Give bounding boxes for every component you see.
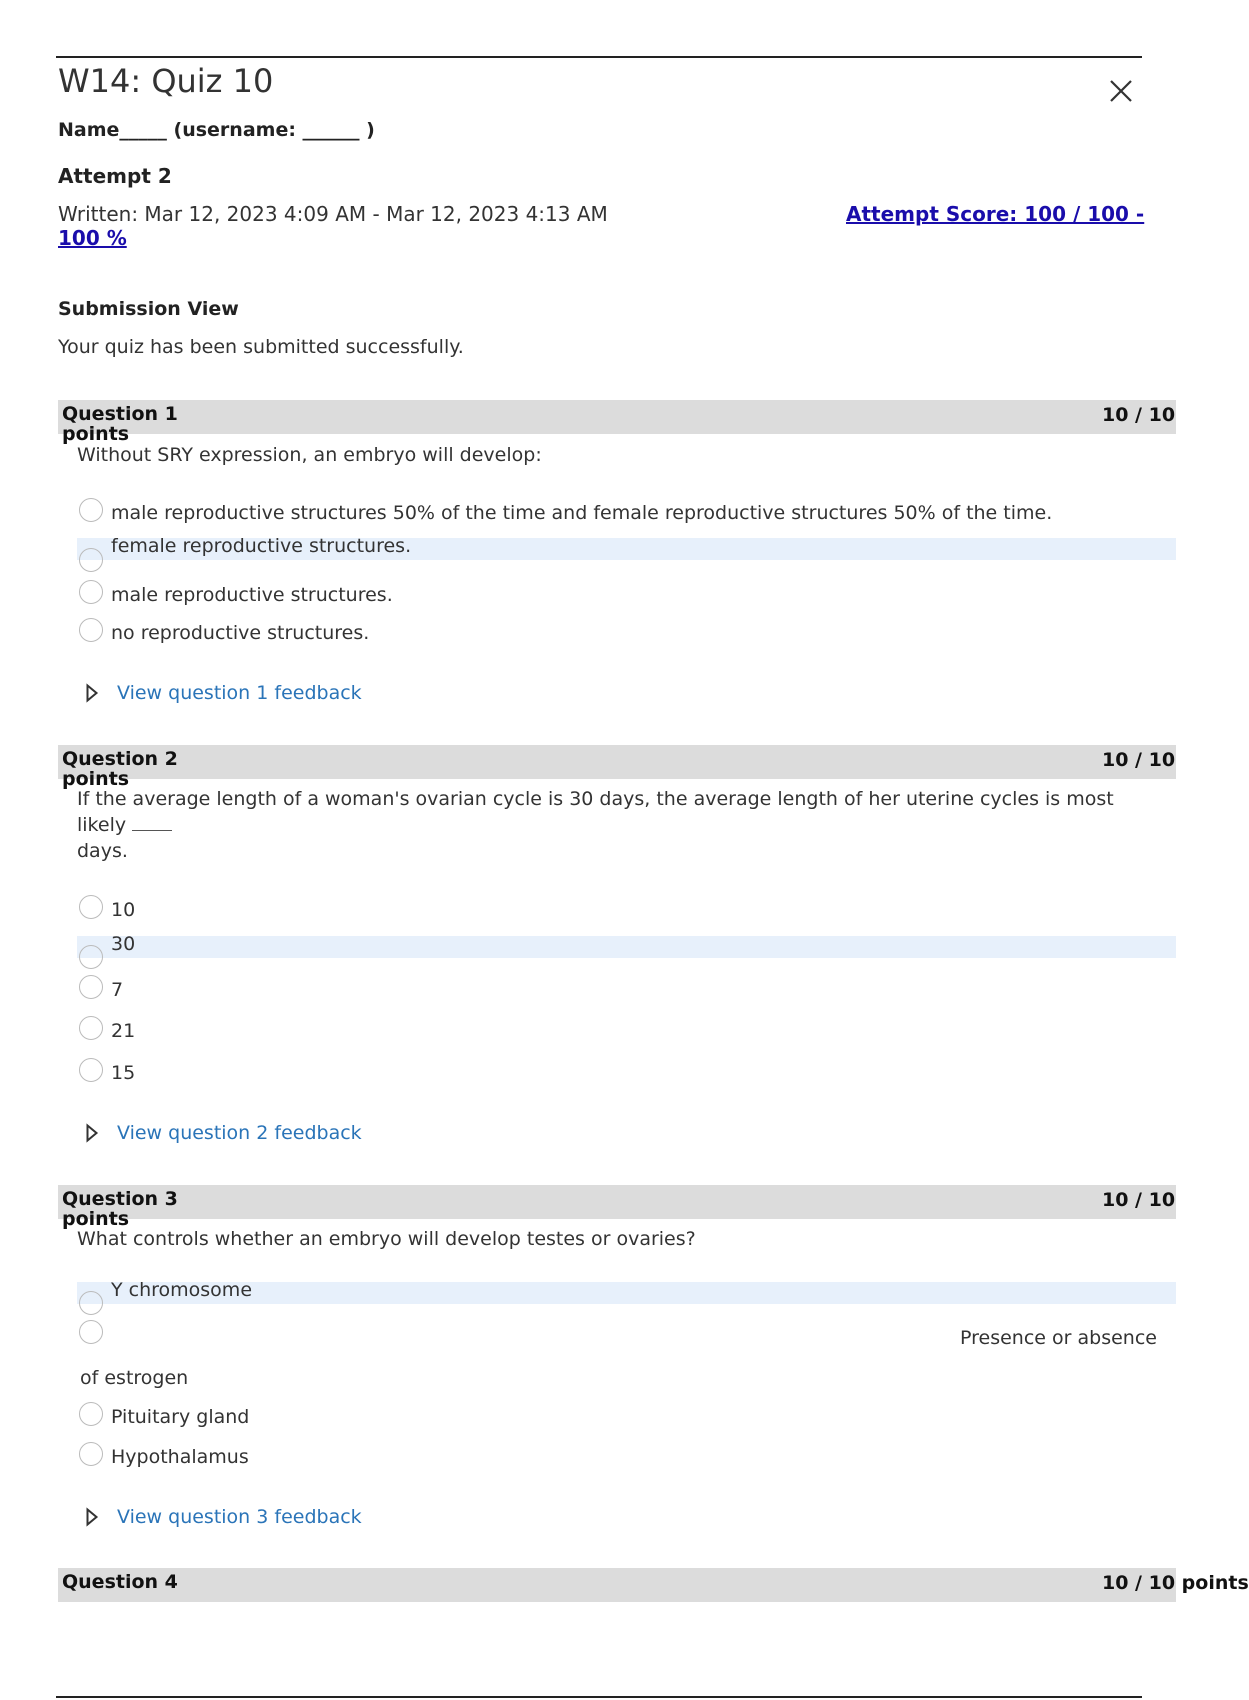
quiz-title: W14: Quiz 10 xyxy=(58,62,274,100)
radio-button[interactable] xyxy=(79,975,103,999)
question-4-score: 10 / 10 points xyxy=(1102,1572,1249,1594)
question-2-selected-option[interactable] xyxy=(77,936,1176,958)
radio-button[interactable] xyxy=(79,498,103,522)
question-3-option-2-label-cont: of estrogen xyxy=(80,1367,189,1389)
question-3-label: Question 3 xyxy=(62,1188,178,1210)
radio-button[interactable] xyxy=(79,580,103,604)
radio-button-selected[interactable] xyxy=(79,560,103,572)
question-2-text: If the average length of a woman's ovarian cycle is 30 days, the average length of her uterine cycles is most likely days. xyxy=(77,788,1114,862)
expand-triangle-icon xyxy=(86,1124,98,1142)
submission-view-heading: Submission View xyxy=(58,298,239,320)
close-icon[interactable] xyxy=(1108,78,1134,104)
fill-in-blank xyxy=(132,812,172,831)
radio-button[interactable] xyxy=(79,618,103,642)
radio-button[interactable] xyxy=(79,1320,103,1344)
attempt-label: Attempt 2 xyxy=(58,164,172,188)
radio-button[interactable] xyxy=(79,1442,103,1466)
question-3-text: What controls whether an embryo will develop testes or ovaries? xyxy=(77,1228,696,1250)
radio-button[interactable] xyxy=(79,1058,103,1082)
question-3-score: 10 / 10 xyxy=(1102,1189,1176,1211)
name-username-line: Name_____ (username: ______ ) xyxy=(58,119,375,141)
question-2-score: 10 / 10 xyxy=(1102,749,1176,771)
radio-button-selected[interactable] xyxy=(79,1303,103,1315)
question-3-points-word: points xyxy=(62,1208,130,1230)
question-3-option-2-label: Presence or absence xyxy=(960,1327,1157,1349)
attempt-score-link[interactable]: Attempt Score: 100 / 100 - xyxy=(846,202,1145,226)
attempt-score-link-percent[interactable]: 100 % xyxy=(58,226,127,250)
question-2-label: Question 2 xyxy=(62,748,178,770)
question-4-header xyxy=(58,1568,1249,1602)
radio-button[interactable] xyxy=(79,895,103,919)
expand-triangle-icon xyxy=(86,1508,98,1526)
question-1-label: Question 1 xyxy=(62,403,178,425)
question-4-label: Question 4 xyxy=(62,1571,178,1593)
bottom-divider xyxy=(56,1696,1142,1698)
question-2-header xyxy=(58,745,1176,790)
expand-triangle-icon xyxy=(86,684,98,702)
written-timestamp: Written: Mar 12, 2023 4:09 AM - Mar 12, 2023 4:13 AM xyxy=(58,202,608,226)
radio-button-selected[interactable] xyxy=(79,957,103,969)
question-1-option-2-label: female reproductive structures. xyxy=(111,535,412,557)
question-1-text: Without SRY expression, an embryo will develop: xyxy=(77,444,542,466)
question-2-points-word: points xyxy=(62,768,130,790)
question-3-header xyxy=(58,1185,1176,1230)
question-2-option-2-label: 30 xyxy=(111,933,136,955)
submission-message: Your quiz has been submitted successfully. xyxy=(58,336,464,358)
radio-button[interactable] xyxy=(79,1402,103,1426)
question-1-header xyxy=(58,400,1176,445)
radio-button[interactable] xyxy=(79,1016,103,1040)
question-3-option-1-label: Y chromosome xyxy=(111,1279,253,1301)
question-1-points-word: points xyxy=(62,423,130,445)
top-divider xyxy=(56,56,1142,58)
question-1-score: 10 / 10 xyxy=(1102,404,1176,426)
